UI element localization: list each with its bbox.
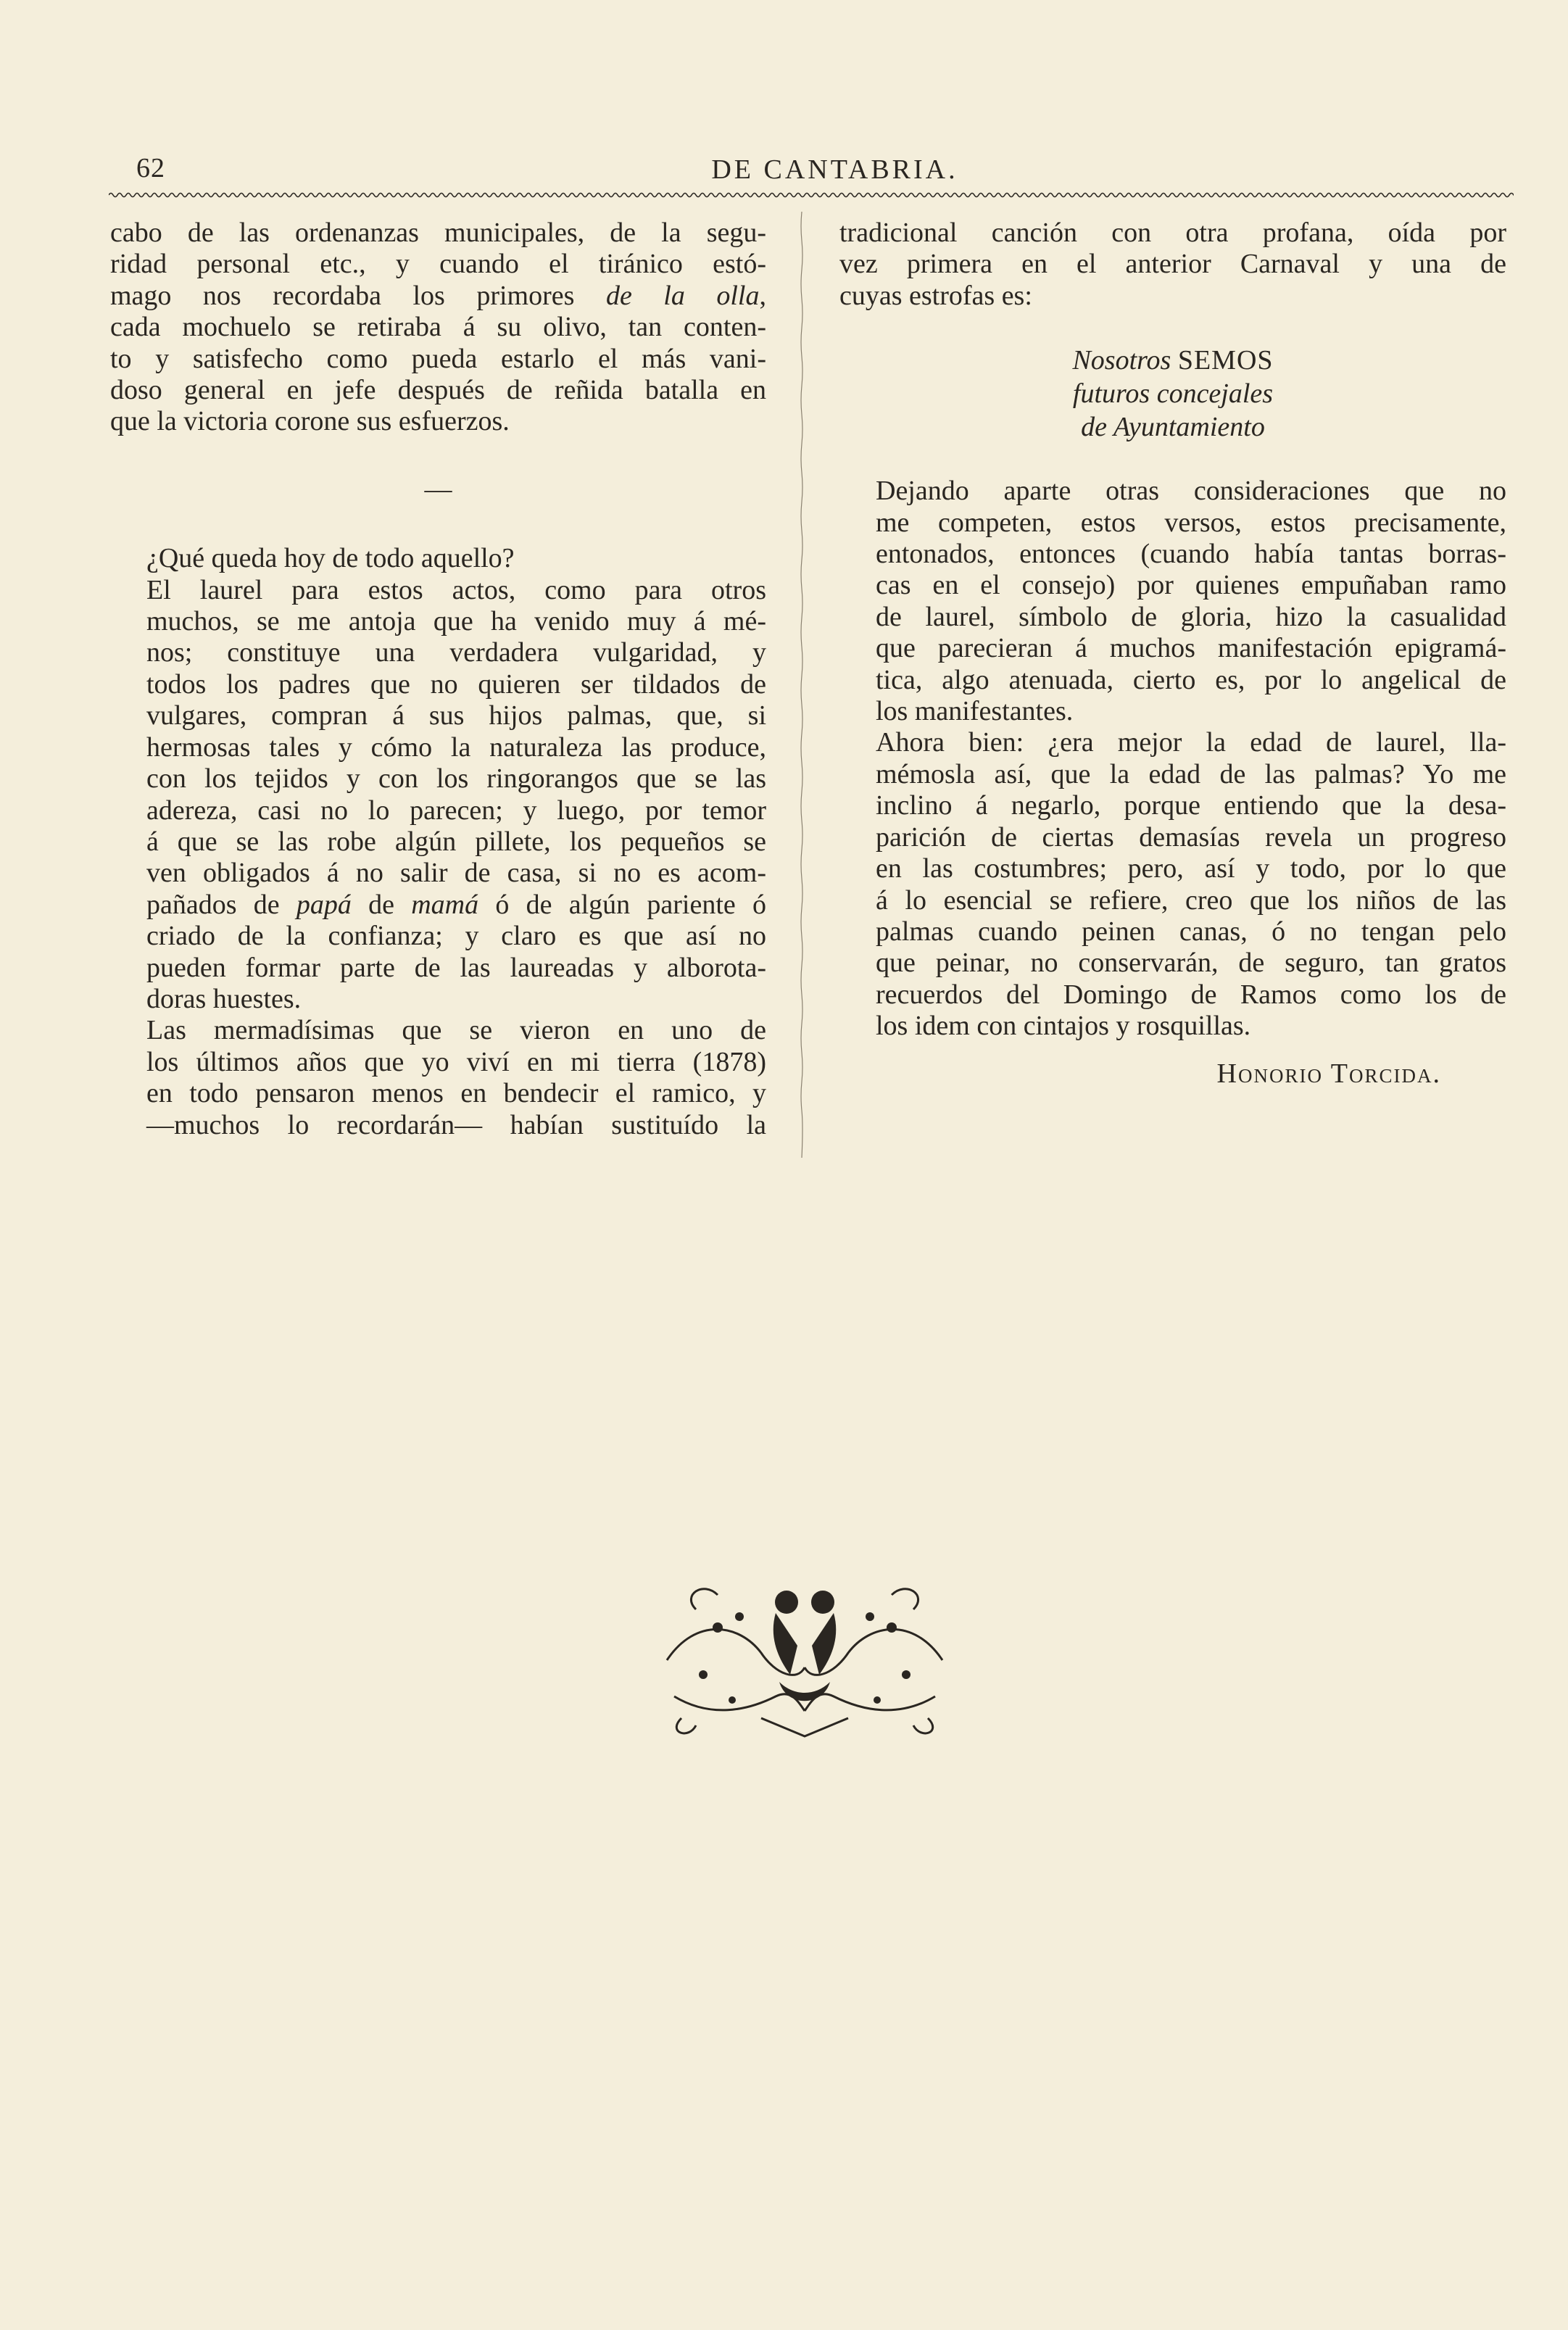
- text-line: cada mochuelo se retiraba á su olivo, tan conten-: [110, 312, 766, 343]
- text-line: pueden formar parte de las laureadas y alborota-: [146, 952, 766, 983]
- text-line: que la victoria corone sus esfuerzos.: [110, 406, 510, 437]
- text-line: tica, algo atenuada, cierto es, por lo angelical de: [876, 664, 1506, 695]
- right-paragraph-3: [839, 727, 1506, 1042]
- text-line: cabo de las ordenanzas municipales, de la segu-: [110, 217, 766, 248]
- text-line: los últimos años que yo viví en mi tierra (1878): [146, 1046, 766, 1077]
- text-line: con los tejidos y con los ringorangos que se las: [146, 763, 766, 795]
- text-line: hermosas tales y cómo la naturaleza las produce,: [146, 731, 766, 763]
- left-column: [110, 217, 766, 1141]
- text-line: á que se las robe algún pillete, los pequeños se: [146, 826, 766, 857]
- text-line: los idem con cintajos y rosquillas.: [876, 1011, 1251, 1042]
- text-line: vulgares, compran á sus hijos palmas, que, si: [146, 700, 766, 731]
- page-number: 62: [136, 153, 165, 183]
- text-line: palmas cuando peinen canas, ó no tengan pelo: [876, 916, 1506, 947]
- text-line-with-italic: pañados de papá de mamá ó de algún pariente ó: [146, 889, 766, 920]
- text-line: parición de ciertas demasías revela un progreso: [876, 821, 1506, 853]
- text-line: de laurel, símbolo de gloria, hizo la casualidad: [876, 601, 1506, 632]
- text-line: cuyas estrofas es:: [839, 280, 1032, 311]
- quoted-verse: [839, 344, 1506, 444]
- text-line: que peinar, no conservarán, de seguro, tan gratos: [876, 948, 1506, 979]
- verse-italic: Nosotros: [1072, 345, 1171, 376]
- text-line: adereza, casi no lo parecen; y luego, por temor: [146, 795, 766, 826]
- verse-line-1: [839, 344, 1506, 377]
- right-column: [839, 217, 1506, 1090]
- text-line: doras huestes.: [146, 983, 302, 1014]
- text-line: todos los padres que no quieren ser tildados de: [146, 668, 766, 700]
- text-line: muchos, se me antoja que ha venido muy á mé-: [146, 606, 766, 637]
- right-paragraph-2: [839, 476, 1506, 727]
- text-line: —muchos lo recordarán— habían sustituído la: [146, 1109, 766, 1140]
- text-line: ridad personal etc., y cuando el tiránico estó-: [110, 249, 766, 280]
- text-line: vez primera en el anterior Carnaval y una de: [839, 249, 1506, 280]
- text-line: que parecieran á muchos manifestación epigramá-: [876, 633, 1506, 664]
- text-line: tradicional canción con otra profana, oída por: [839, 217, 1506, 248]
- text-line: en las costumbres; pero, así y todo, por lo que: [876, 853, 1506, 884]
- left-paragraph-3: [110, 575, 766, 1016]
- left-paragraph-question: [110, 543, 766, 574]
- text-line: nos; constituye una verdadera vulgaridad, y: [146, 637, 766, 668]
- column-divider: [800, 212, 803, 1158]
- left-paragraph-1: [110, 217, 766, 438]
- text-line: ven obligados á no salir de casa, si no es acom-: [146, 858, 766, 889]
- text-line: to y satisfecho como pueda estarlo el más vani-: [110, 343, 766, 374]
- author-signature: Honorio Torcida.: [1216, 1058, 1441, 1089]
- text-line-with-italic: mago nos recordaba los primores de la olla,: [110, 280, 766, 311]
- text-line: Ahora bien: ¿era mejor la edad de laurel, lla-: [876, 727, 1506, 758]
- text-line: El laurel para estos actos, como para otros: [146, 574, 766, 605]
- text-line: Dejando aparte otras consideraciones que no: [876, 476, 1506, 507]
- text-line: doso general en jefe después de reñida batalla en: [110, 375, 766, 406]
- text-line: me competen, estos versos, estos precisamente,: [876, 507, 1506, 538]
- wavy-rule-divider: [109, 190, 1514, 200]
- text-line: ¿Qué queda hoy de todo aquello?: [146, 543, 515, 574]
- text-line: inclino á negarlo, porque entiendo que la desa-: [876, 790, 1506, 821]
- section-separator: —: [424, 473, 452, 505]
- text-line: criado de la confianza; y claro es que así no: [146, 921, 766, 952]
- text-line: recuerdos del Domingo de Ramos como los de: [876, 979, 1506, 1010]
- running-title: DE CANTABRIA.: [711, 154, 958, 185]
- text-line: cas en el consejo) por quienes empuñaban ramo: [876, 570, 1506, 601]
- verse-line-2: futuros concejales: [1072, 378, 1274, 410]
- text-line: mémosla así, que la edad de las palmas? Yo me: [876, 758, 1506, 789]
- verse-line-3: de Ayuntamiento: [1081, 412, 1265, 443]
- text-line: en todo pensaron menos en bendecir el ramico, y: [146, 1078, 766, 1109]
- text-line: Las mermadísimas que se vieron en uno de: [146, 1015, 766, 1046]
- text-line: entonados, entonces (cuando había tantas borras-: [876, 539, 1506, 570]
- text-line: los manifestantes.: [876, 696, 1074, 727]
- vignette-cherubs-icon: [652, 1573, 957, 1740]
- left-paragraph-4: [110, 1015, 766, 1141]
- right-paragraph-1: [839, 217, 1506, 312]
- verse-caps: SEMOS: [1177, 345, 1274, 376]
- text-line: á lo esencial se refiere, creo que los niños de las: [876, 884, 1506, 916]
